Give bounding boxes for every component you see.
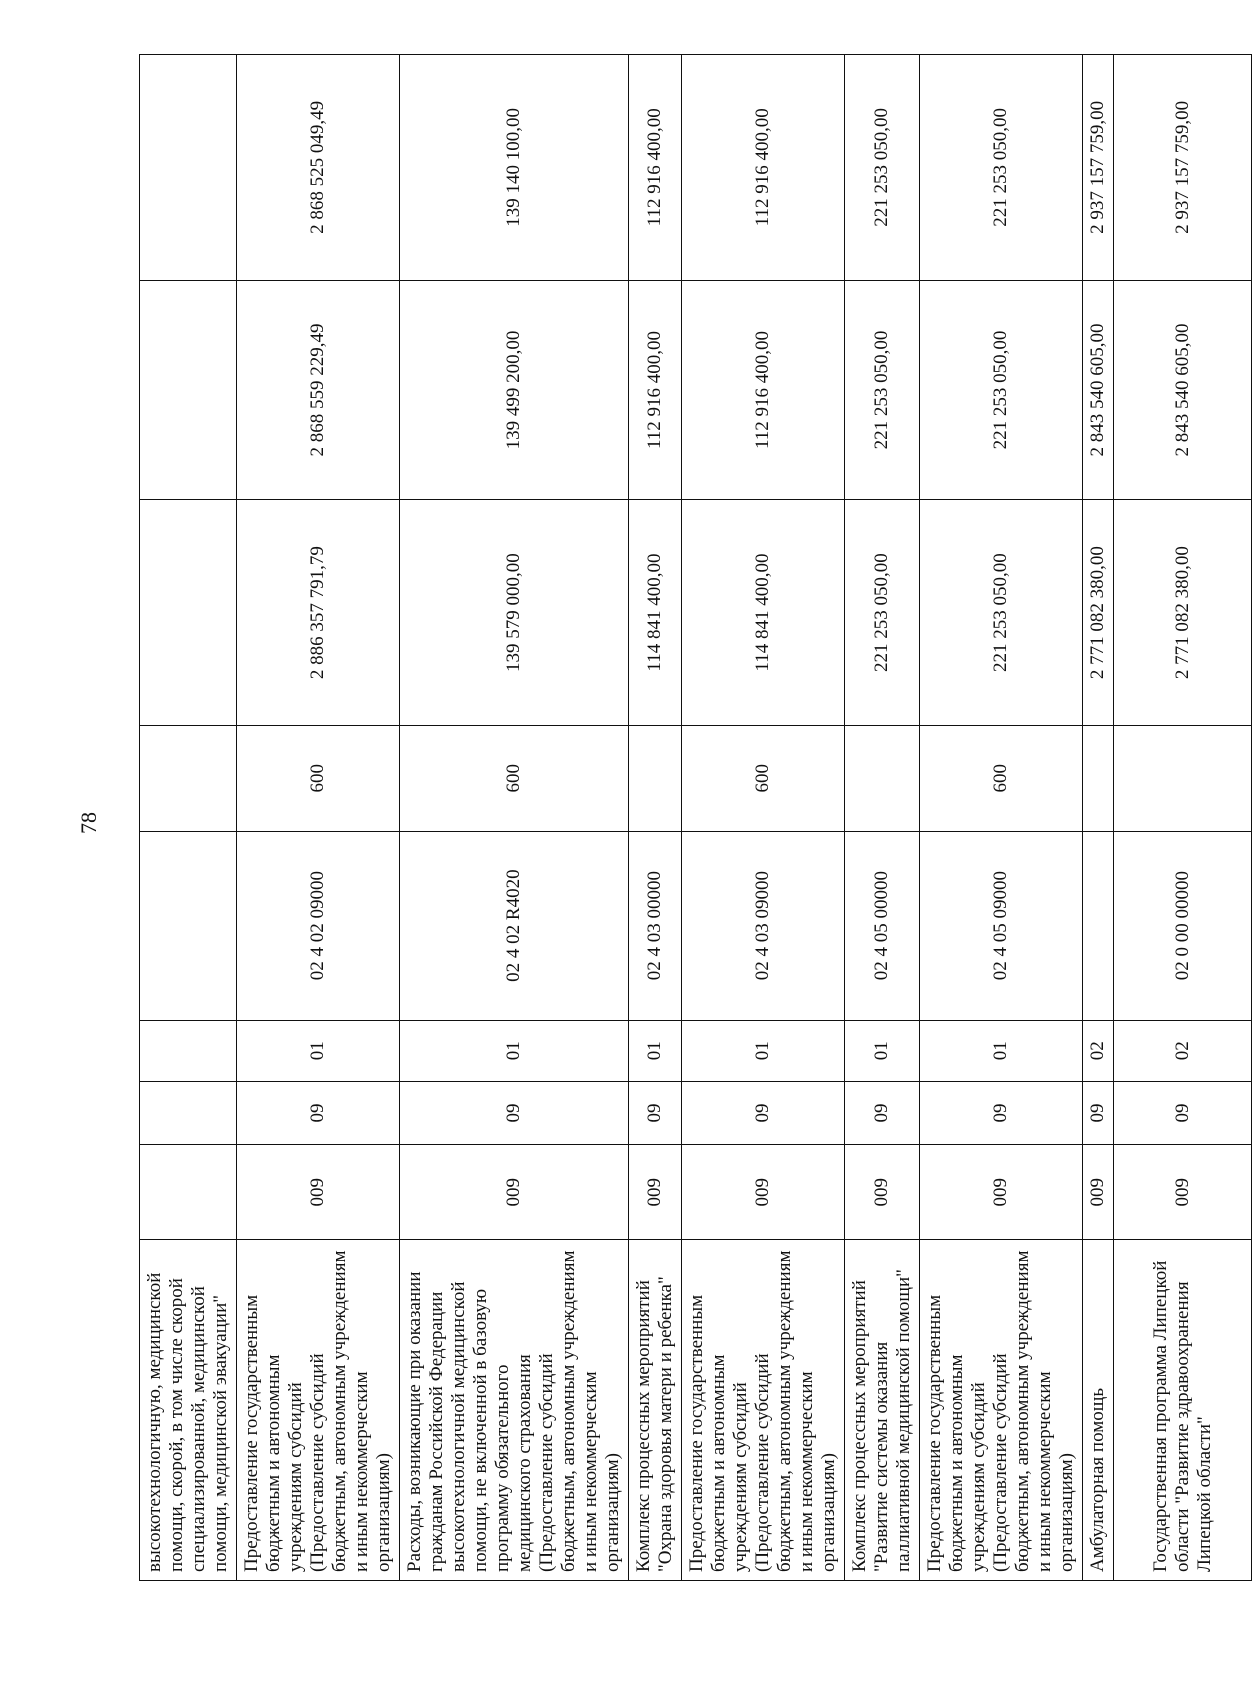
expense-type-code: 600 — [400, 725, 629, 831]
amount-year-3: 2 937 157 759,00 — [1083, 55, 1114, 281]
target-article-code: 02 4 03 00000 — [629, 831, 682, 1020]
table-row — [629, 55, 682, 1581]
amount-year-1 — [140, 500, 237, 726]
target-article-code: 02 4 02 09000 — [237, 831, 400, 1020]
section-code: 09 — [845, 1081, 920, 1144]
section-code: 09 — [629, 1081, 682, 1144]
subsection-code: 01 — [400, 1020, 629, 1081]
amount-year-3 — [140, 55, 237, 281]
row-description: Государственная программа Липецкой области "Развитие здравоохранения Липецкой области" — [1114, 1240, 1252, 1581]
table-row — [1083, 55, 1114, 1581]
amount-year-1: 2 886 357 791,79 — [237, 500, 400, 726]
amount-year-3: 2 937 157 759,00 — [1114, 55, 1252, 281]
row-description: Комплекс процессных мероприятий "Развитие системы оказания паллиативной медицинской помощи" — [845, 1240, 920, 1581]
amount-year-1: 2 771 082 380,00 — [1083, 500, 1114, 726]
amount-year-2: 221 253 050,00 — [920, 280, 1083, 500]
ministry-code: 009 — [237, 1145, 400, 1240]
target-article-code: 02 4 05 00000 — [845, 831, 920, 1020]
amount-year-3: 221 253 050,00 — [845, 55, 920, 281]
expense-type-code — [629, 725, 682, 831]
ministry-code: 009 — [1083, 1145, 1114, 1240]
amount-year-3: 112 916 400,00 — [682, 55, 845, 281]
row-description: Комплекс процессных мероприятий "Охрана здоровья матери и ребенка" — [629, 1240, 682, 1581]
expense-type-code: 600 — [920, 725, 1083, 831]
budget-table-area — [139, 54, 1215, 1581]
page-number: 78 — [76, 812, 101, 834]
target-article-code: 02 0 00 00000 — [1114, 831, 1252, 1020]
subsection-code: 02 — [1083, 1020, 1114, 1081]
expense-type-code: 600 — [682, 725, 845, 831]
amount-year-3: 221 253 050,00 — [920, 55, 1083, 281]
table-row — [845, 55, 920, 1581]
amount-year-2: 139 499 200,00 — [400, 280, 629, 500]
amount-year-2: 2 843 540 605,00 — [1083, 280, 1114, 500]
subsection-code — [140, 1020, 237, 1081]
expense-type-code — [1083, 725, 1114, 831]
amount-year-1: 114 841 400,00 — [629, 500, 682, 726]
expense-type-code: 600 — [237, 725, 400, 831]
table-row — [920, 55, 1083, 1581]
table-row — [682, 55, 845, 1581]
subsection-code: 01 — [845, 1020, 920, 1081]
expense-type-code — [1114, 725, 1252, 831]
row-description: Предоставление государственным бюджетным и автономным учреждениям субсидий (Предоставление субсидий бюджетным, автономным учреждениям и иным некоммерческим организациям) — [920, 1240, 1083, 1581]
ministry-code — [140, 1145, 237, 1240]
table-row — [237, 55, 400, 1581]
target-article-code — [140, 831, 237, 1020]
row-description: Амбулаторная помощь — [1083, 1240, 1114, 1581]
row-description: высокотехнологичную, медицинской помощи, скорой, в том числе скорой специализированной, медицинской помощи, медицинской эвакуации" — [140, 1240, 237, 1581]
subsection-code: 01 — [682, 1020, 845, 1081]
target-article-code: 02 4 05 09000 — [920, 831, 1083, 1020]
section-code: 09 — [682, 1081, 845, 1144]
amount-year-3: 112 916 400,00 — [629, 55, 682, 281]
section-code: 09 — [920, 1081, 1083, 1144]
table-row — [400, 55, 629, 1581]
subsection-code: 01 — [237, 1020, 400, 1081]
section-code: 09 — [1114, 1081, 1252, 1144]
ministry-code: 009 — [629, 1145, 682, 1240]
table-row — [1114, 55, 1252, 1581]
amount-year-1: 221 253 050,00 — [845, 500, 920, 726]
budget-table — [139, 54, 1252, 1581]
ministry-code: 009 — [682, 1145, 845, 1240]
subsection-code: 01 — [629, 1020, 682, 1081]
amount-year-2: 221 253 050,00 — [845, 280, 920, 500]
table-row — [140, 55, 237, 1581]
amount-year-1: 114 841 400,00 — [682, 500, 845, 726]
amount-year-2: 112 916 400,00 — [629, 280, 682, 500]
ministry-code: 009 — [400, 1145, 629, 1240]
subsection-code: 01 — [920, 1020, 1083, 1081]
target-article-code: 02 4 02 R4020 — [400, 831, 629, 1020]
row-description: Расходы, возникающие при оказании гражданам Российской Федерации высокотехнологичной медицинской помощи, не включенной в базовую программу обязательного медицинского страхования (Предоставление субсидий бюджетным, автономным учреждениям и иным некоммерческим организациям) — [400, 1240, 629, 1581]
amount-year-3: 139 140 100,00 — [400, 55, 629, 281]
amount-year-3: 2 868 525 049,49 — [237, 55, 400, 281]
expense-type-code — [845, 725, 920, 831]
subsection-code: 02 — [1114, 1020, 1252, 1081]
section-code — [140, 1081, 237, 1144]
amount-year-1: 139 579 000,00 — [400, 500, 629, 726]
row-description: Предоставление государственным бюджетным и автономным учреждениям субсидий (Предоставление субсидий бюджетным, автономным учреждениям и иным некоммерческим организациям) — [237, 1240, 400, 1581]
section-code: 09 — [400, 1081, 629, 1144]
ministry-code: 009 — [920, 1145, 1083, 1240]
section-code: 09 — [1083, 1081, 1114, 1144]
amount-year-2 — [140, 280, 237, 500]
ministry-code: 009 — [1114, 1145, 1252, 1240]
amount-year-2: 112 916 400,00 — [682, 280, 845, 500]
section-code: 09 — [237, 1081, 400, 1144]
amount-year-1: 2 771 082 380,00 — [1114, 500, 1252, 726]
amount-year-1: 221 253 050,00 — [920, 500, 1083, 726]
expense-type-code — [140, 725, 237, 831]
amount-year-2: 2 868 559 229,49 — [237, 280, 400, 500]
ministry-code: 009 — [845, 1145, 920, 1240]
target-article-code — [1083, 831, 1114, 1020]
amount-year-2: 2 843 540 605,00 — [1114, 280, 1252, 500]
target-article-code: 02 4 03 09000 — [682, 831, 845, 1020]
row-description: Предоставление государственным бюджетным и автономным учреждениям субсидий (Предоставление субсидий бюджетным, автономным учреждениям и иным некоммерческим организациям) — [682, 1240, 845, 1581]
